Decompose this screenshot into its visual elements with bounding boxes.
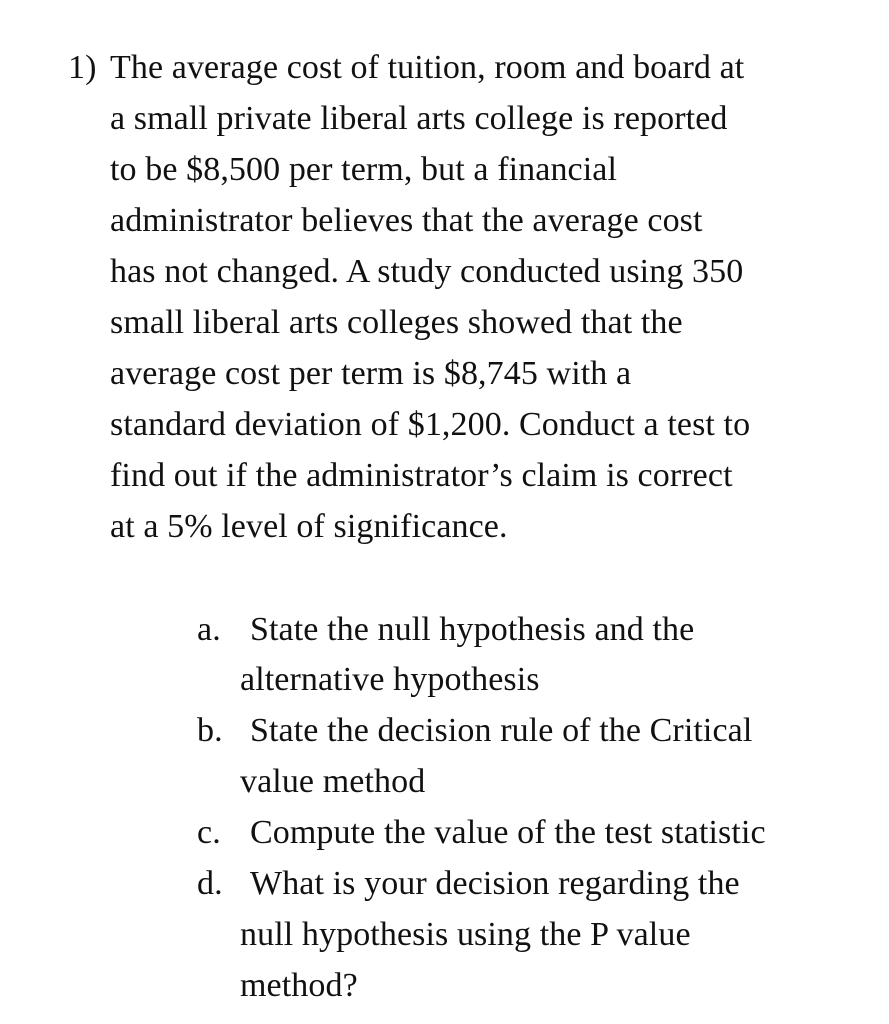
question-text-line: The average cost of tuition, room and board at: [110, 49, 745, 86]
question-text-line: standard deviation of $1,200. Conduct a test to: [110, 406, 751, 443]
question-text-line: administrator believes that the average cost: [110, 202, 703, 239]
sub-question-letter: c.: [197, 814, 221, 851]
question-text-line: find out if the administrator’s claim is correct: [110, 457, 733, 494]
sub-question-text-line: value method: [240, 763, 426, 800]
question-text-line: has not changed. A study conducted using 350: [110, 253, 744, 290]
sub-question-text-line: State the null hypothesis and the: [250, 611, 695, 648]
question-text-line: a small private liberal arts college is reported: [110, 100, 728, 137]
sub-question-text-line: null hypothesis using the P value: [240, 916, 691, 953]
sub-question-text-line: Compute the value of the test statistic: [250, 814, 766, 851]
sub-question-letter: a.: [197, 611, 221, 648]
sub-question-text-line: method?: [240, 967, 358, 1004]
question-text-line: small liberal arts colleges showed that the: [110, 304, 683, 341]
sub-question-letter: b.: [197, 712, 223, 749]
sub-question-text-line: What is your decision regarding the: [250, 865, 740, 902]
question-number: 1): [68, 49, 97, 86]
sub-question-letter: d.: [197, 865, 223, 902]
question-text-line: to be $8,500 per term, but a financial: [110, 151, 618, 188]
sub-question-text-line: State the decision rule of the Critical: [250, 712, 753, 749]
question-text-line: average cost per term is $8,745 with a: [110, 355, 632, 392]
question-text-line: at a 5% level of significance.: [110, 508, 508, 545]
sub-question-text-line: alternative hypothesis: [240, 661, 540, 698]
